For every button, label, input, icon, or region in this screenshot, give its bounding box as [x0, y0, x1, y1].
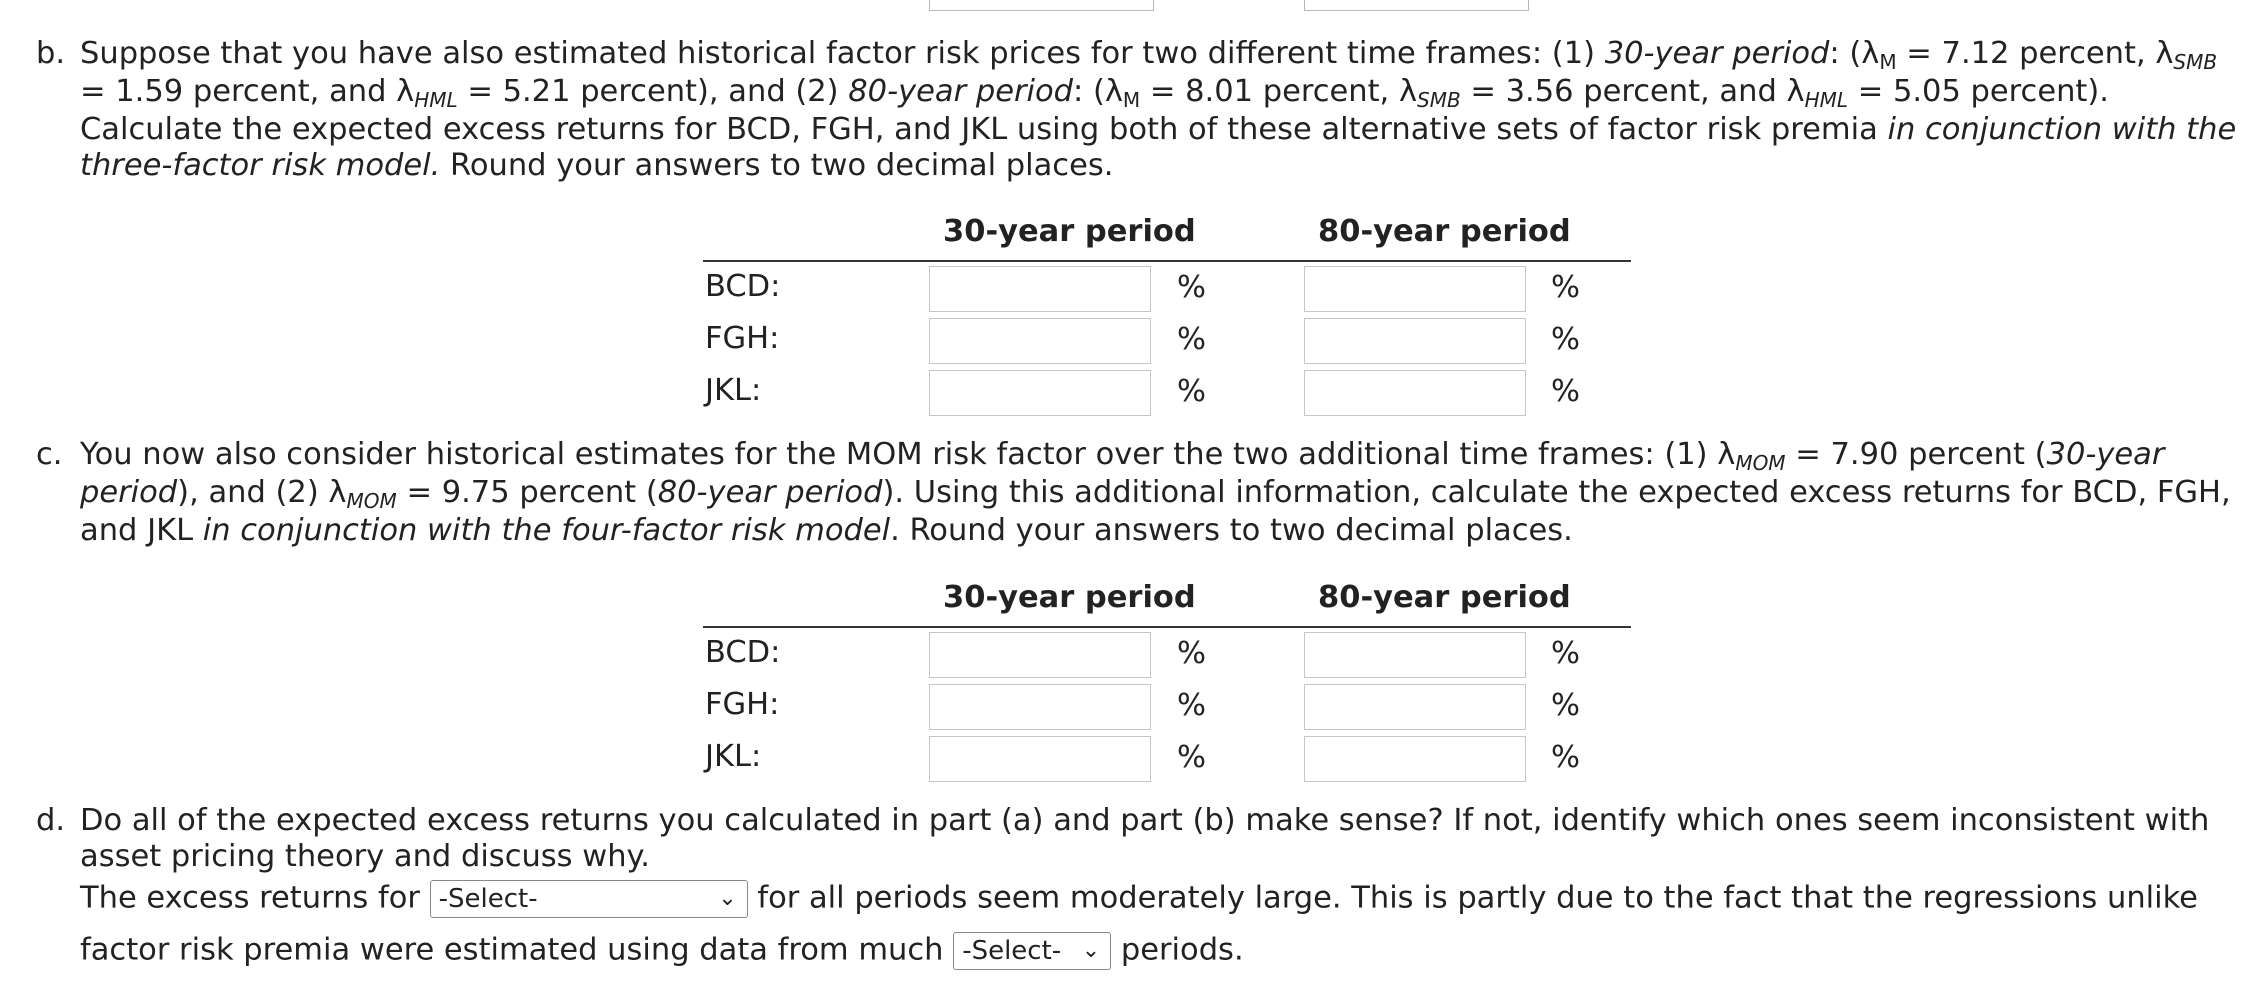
row-label: JKL: — [705, 739, 762, 774]
question-text: You now also consider historical estimates for the MOM risk factor over the two additional time frames: (1) λMOM = 7.90 percent (30-year period), and (2) λMOM = 9.75 percent (80-year period). Using this additional information, calculate the expected excess returns for BCD, FGH, and JKL in conjunction with the four-factor risk model. Round your answers to two decimal places. — [80, 437, 2231, 548]
question-part-c — [36, 437, 2248, 549]
percent-unit: % — [1177, 636, 1206, 671]
part-label: c. — [36, 437, 63, 472]
column-header: 80-year period — [1318, 214, 1571, 249]
answer-table-c — [703, 580, 1631, 780]
chevron-down-icon: ⌄ — [1081, 938, 1101, 963]
jkl-80-year-input[interactable] — [1304, 370, 1526, 416]
input-field-partial[interactable] — [929, 0, 1154, 11]
answer-sentence-2 — [36, 932, 2248, 970]
select-value: -Select- — [962, 936, 1062, 966]
row-label: BCD: — [705, 635, 781, 670]
select-value: -Select- — [438, 884, 538, 914]
percent-unit: % — [1177, 688, 1206, 723]
question-part-d — [36, 803, 2248, 875]
jkl-80-year-input[interactable] — [1304, 736, 1526, 782]
percent-unit: % — [1551, 322, 1580, 357]
answer-sentence-1 — [36, 880, 2248, 918]
sentence-text: factor risk premia were estimated using data from much — [80, 932, 944, 968]
percent-unit: % — [1551, 740, 1580, 775]
answer-table-b — [703, 214, 1631, 414]
input-field-partial[interactable] — [1304, 0, 1529, 11]
percent-unit: % — [1177, 322, 1206, 357]
bcd-30-year-input[interactable] — [929, 632, 1151, 678]
fgh-80-year-input[interactable] — [1304, 318, 1526, 364]
percent-unit: % — [1551, 636, 1580, 671]
row-label: FGH: — [705, 687, 780, 722]
percent-unit: % — [1551, 374, 1580, 409]
part-label: d. — [36, 803, 66, 838]
stock-select-dropdown[interactable] — [430, 880, 748, 918]
fgh-80-year-input[interactable] — [1304, 684, 1526, 730]
header-rule — [703, 626, 1631, 628]
row-label: JKL: — [705, 373, 762, 408]
bcd-30-year-input[interactable] — [929, 266, 1151, 312]
column-header: 30-year period — [943, 580, 1196, 615]
bcd-80-year-input[interactable] — [1304, 632, 1526, 678]
part-label: b. — [36, 36, 66, 71]
column-header: 80-year period — [1318, 580, 1571, 615]
chevron-down-icon: ⌄ — [718, 886, 737, 911]
percent-unit: % — [1177, 374, 1206, 409]
sentence-text: periods. — [1120, 932, 1244, 968]
header-rule — [703, 260, 1631, 262]
row-label: BCD: — [705, 269, 781, 304]
fgh-30-year-input[interactable] — [929, 684, 1151, 730]
fgh-30-year-input[interactable] — [929, 318, 1151, 364]
jkl-30-year-input[interactable] — [929, 370, 1151, 416]
column-header: 30-year period — [943, 214, 1196, 249]
sentence-text: for all periods seem moderately large. This is partly due to the fact that the regressions unlike — [757, 880, 2198, 916]
percent-unit: % — [1551, 688, 1580, 723]
question-text: Do all of the expected excess returns you calculated in part (a) and part (b) make sense? If not, identify which ones seem inconsistent with asset pricing theory and discuss why. — [80, 803, 2210, 874]
sentence-text: The excess returns for — [80, 880, 420, 916]
question-part-b — [36, 36, 2248, 184]
jkl-30-year-input[interactable] — [929, 736, 1151, 782]
question-text: Suppose that you have also estimated historical factor risk prices for two different time frames: (1) 30-year period: (λM = 7.12 percent, λSMB = 1.59 percent, and λHML = 5.21 percent), and (2) 80-year period: (λM = 8.01 percent, λSMB = 3.56 percent, and λHML = 5.05 percent). Calculate the expected excess returns for BCD, FGH, and JKL using both of these alternative sets of factor risk premia in conjunction with the three-factor risk model. Round your answers to two decimal places. — [80, 36, 2237, 183]
bcd-80-year-input[interactable] — [1304, 266, 1526, 312]
percent-unit: % — [1177, 270, 1206, 305]
percent-unit: % — [1177, 740, 1206, 775]
period-select-dropdown[interactable] — [953, 932, 1111, 970]
row-label: FGH: — [705, 321, 780, 356]
percent-unit: % — [1551, 270, 1580, 305]
